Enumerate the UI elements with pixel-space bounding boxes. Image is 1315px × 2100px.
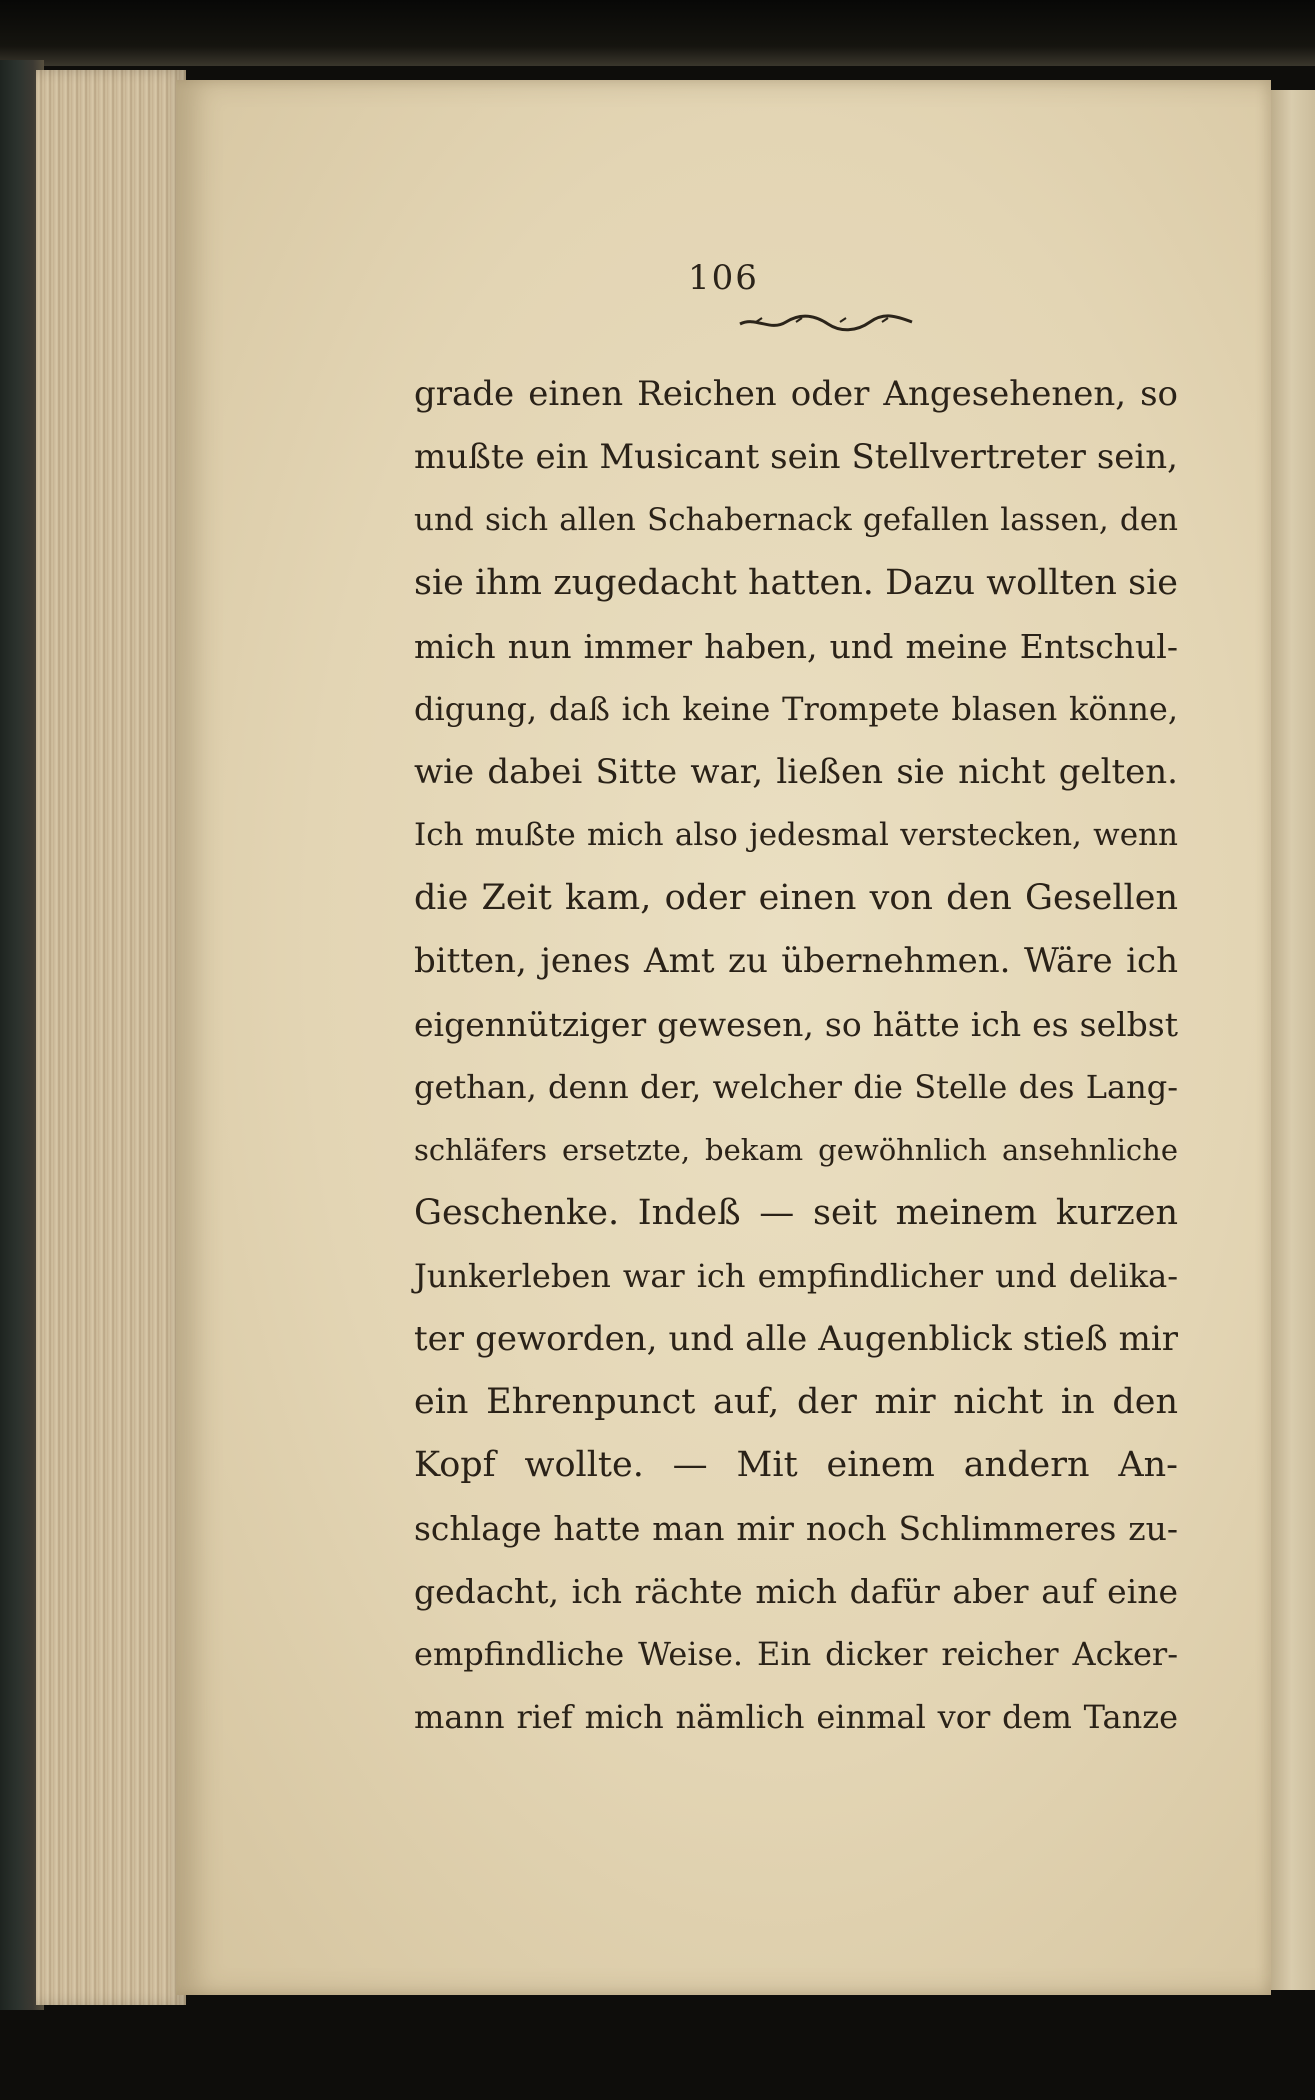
background-top <box>0 0 1315 66</box>
text-line: grade einen Reichen oder Angesehenen, so <box>414 374 1178 414</box>
text-line: gethan, denn der, welcher die Stelle des Lang- <box>414 1068 1178 1106</box>
text-line: digung, daß ich keine Trompete blasen könne, <box>414 690 1178 728</box>
text-line: Geschenke. Indeß — seit meinem kurzen <box>414 1193 1178 1233</box>
text-line: mußte ein Musicant sein Stellvertreter sein, <box>414 437 1178 477</box>
book-page <box>176 80 1271 1995</box>
text-line: Ich mußte mich also jedesmal verstecken, wenn <box>414 817 1178 853</box>
text-line: Kopf wollte. — Mit einem andern An- <box>414 1445 1178 1485</box>
text-line: schläfers ersetzte, bekam gewöhnlich ansehnliche <box>414 1133 1178 1167</box>
facing-page-edge <box>1268 90 1315 1990</box>
text-line: mich nun immer haben, und meine Entschul- <box>414 627 1178 666</box>
text-line: Junkerleben war ich empfindlicher und delika- <box>414 1257 1178 1295</box>
text-line: eigennütziger gewesen, so hätte ich es selbst <box>414 1005 1178 1044</box>
page-number: 106 <box>688 258 759 298</box>
text-line: empfindliche Weise. Ein dicker reicher Acker- <box>414 1635 1178 1673</box>
text-line: die Zeit kam, oder einen von den Gesellen <box>414 878 1178 918</box>
text-line: sie ihm zugedacht hatten. Dazu wollten sie <box>414 563 1178 603</box>
text-line: wie dabei Sitte war, ließen sie nicht gelten. <box>414 752 1178 792</box>
text-line: ein Ehrenpunct auf, der mir nicht in den <box>414 1382 1178 1422</box>
text-line: schlage hatte man mir noch Schlimmeres zu- <box>414 1509 1178 1548</box>
body-text <box>414 363 1178 1749</box>
text-line: ter geworden, und alle Augenblick stieß mir <box>414 1319 1178 1359</box>
text-line: bitten, jenes Amt zu übernehmen. Wäre ich <box>414 941 1178 981</box>
page-edges <box>36 70 186 2005</box>
text-line: mann rief mich nämlich einmal vor dem Tanze <box>414 1698 1178 1736</box>
text-line: gedacht, ich rächte mich dafür aber auf eine <box>414 1572 1178 1611</box>
text-line: und sich allen Schabernack gefallen lassen, den <box>414 502 1178 538</box>
ornament-rule-icon <box>736 310 916 334</box>
